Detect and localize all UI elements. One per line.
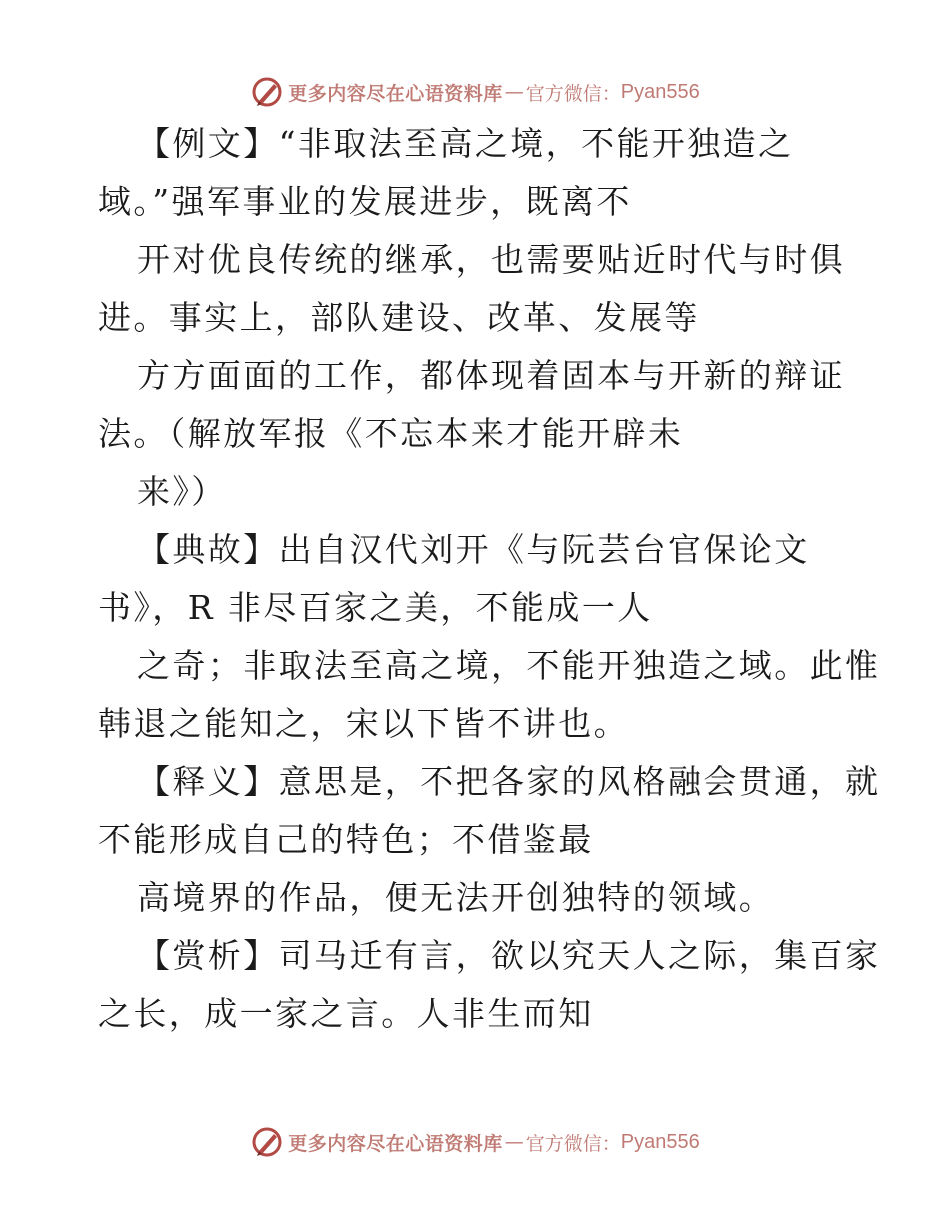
banner-main-text: 更多内容尽在心语资料库: [288, 82, 503, 105]
body-line: 开对优良传统的继承，也需要贴近时代与时俱: [137, 240, 845, 279]
body-line: 进。事实上，部队建设、改革、发展等: [98, 298, 700, 337]
body-line: 【赏析】司马迁有言，欲以究天人之际，集百家: [137, 936, 881, 975]
body-line: 韩退之能知之，宋以下皆不讲也。: [98, 704, 629, 743]
body-line: 【例文】“非取法至高之境，不能开独造之: [137, 124, 794, 163]
body-line: 不能形成自己的特色；不借鉴最: [98, 820, 594, 859]
body-line: 之长，成一家之言。人非生而知: [98, 994, 594, 1033]
footer-banner: [0, 1122, 950, 1162]
banner-separator: —: [504, 1131, 524, 1153]
banner-separator: —: [504, 81, 524, 103]
body-line: 【典故】出自汉代刘开《与阮芸台官保论文: [137, 530, 810, 569]
body-line: 方方面面的工作，都体现着固本与开新的辩证: [137, 356, 845, 395]
body-line: 书》，R 非尽百家之美，不能成一人: [98, 588, 653, 627]
body-line: 法。（解放军报《不忘本来才能开辟未: [98, 414, 684, 453]
body-line: 高境界的作品，便无法开创独特的领域。: [137, 878, 775, 917]
pen-logo-icon: [250, 75, 284, 109]
body-line: 【释义】意思是，不把各家的风格融会贯通，就: [137, 762, 881, 801]
banner-wechat-id: Pyan556: [620, 1130, 700, 1153]
body-line: 来》）: [137, 472, 227, 511]
banner-wechat-label: 官方微信：: [525, 82, 621, 105]
body-line: 域。”强军事业的发展进步，既离不: [98, 182, 632, 221]
banner-wechat-id: Pyan556: [620, 80, 700, 103]
header-banner: [0, 72, 950, 112]
banner-main-text: 更多内容尽在心语资料库: [288, 1132, 503, 1155]
banner-wechat-label: 官方微信：: [525, 1132, 621, 1155]
body-line: 之奇；非取法至高之境，不能开独造之域。此惟: [137, 646, 881, 685]
pen-logo-icon: [250, 1125, 284, 1159]
